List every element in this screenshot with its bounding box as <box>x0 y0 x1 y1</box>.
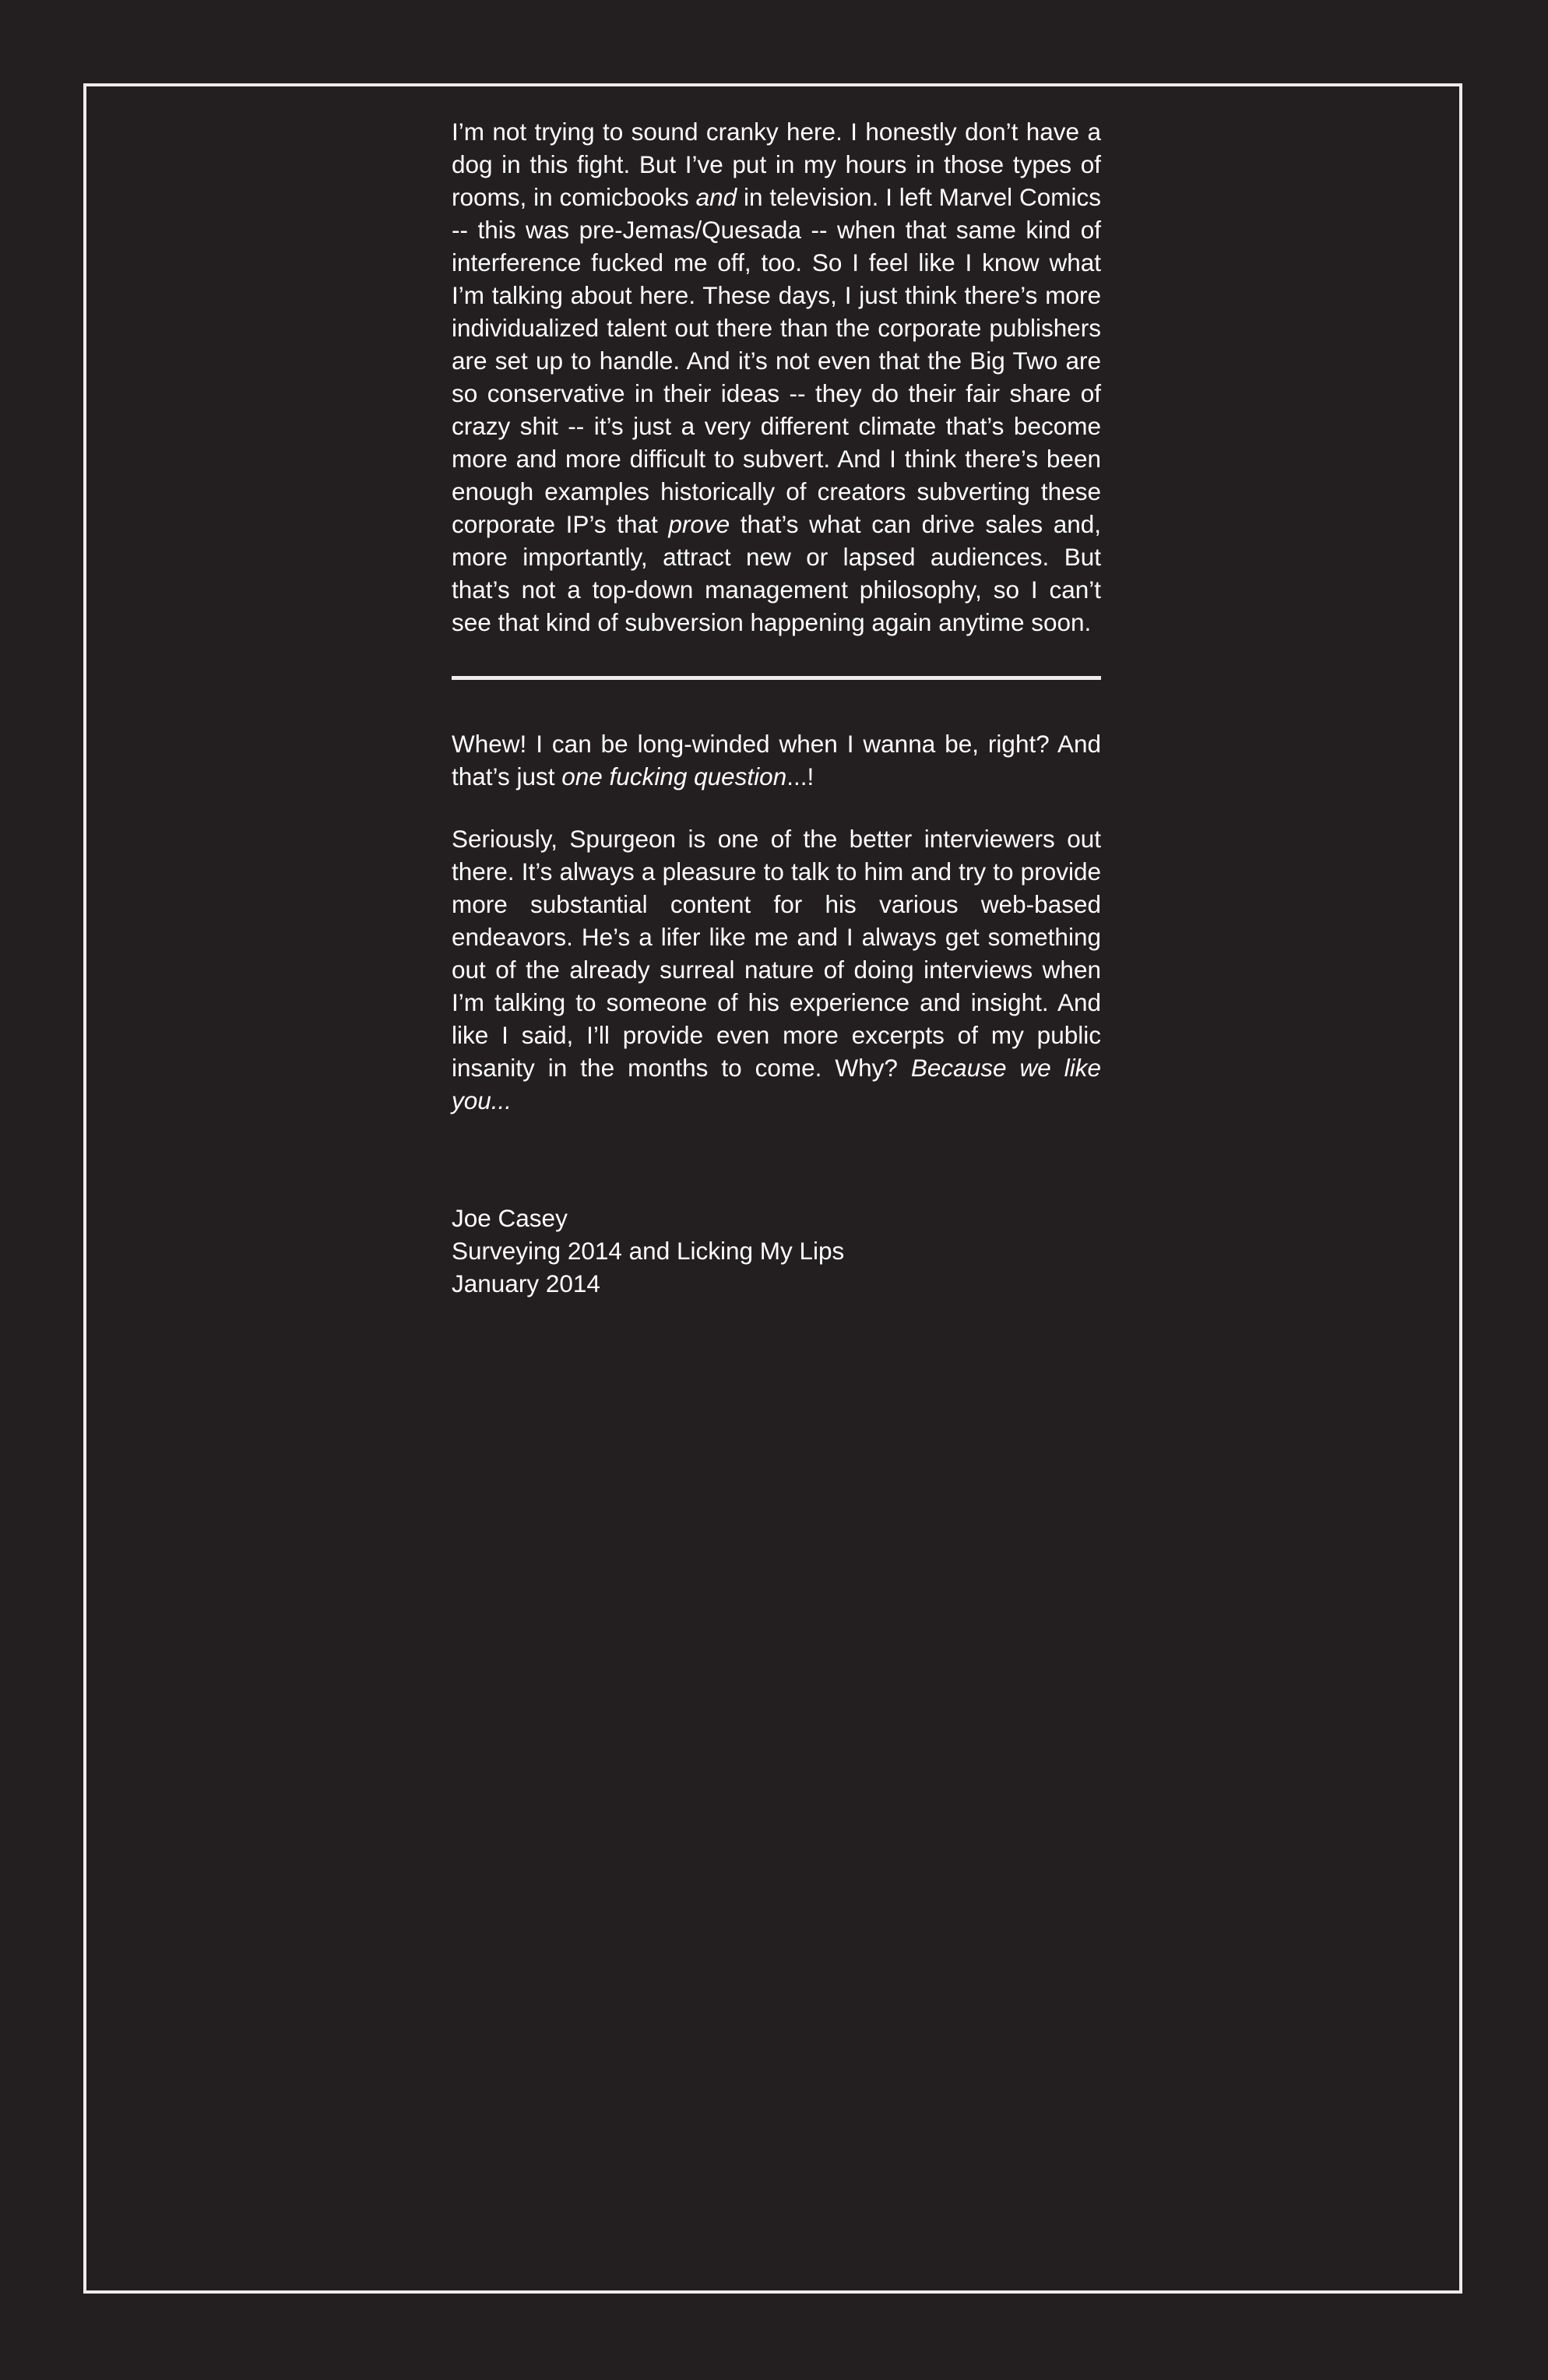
text-column <box>452 115 1101 1300</box>
paragraph-cranky-text-2: in television. I left Marvel Comics -- this was pre-Jemas/Quesada -- when that same kind of interference fucked me off, too. So I feel like I know what I’m talking about here. These days, I just think there’s more individualized talent out there than the corporate publishers are set up to handle. And it’s not even that the Big Two are so conservative in their ideas -- they do their fair share of crazy shit -- it’s just a very different climate that’s become more and more difficult to subvert. And I think there’s been enough examples historically of creators subverting these corporate IP’s that <box>452 183 1101 538</box>
paragraph-cranky <box>452 115 1101 639</box>
paragraph-cranky-emphasis-prove: prove <box>668 510 730 538</box>
paragraph-spurgeon <box>452 822 1101 1117</box>
paragraph-cranky-text-3: that’s what can drive sales and, more importantly, attract new or lapsed audiences. But that’s not a top-down management philosophy, so I can’t see that kind of subversion happening again anytime soon. <box>452 510 1101 636</box>
signature-block <box>452 1202 1101 1300</box>
paragraph-spurgeon-text: Seriously, Spurgeon is one of the better interviewers out there. It’s always a pleasure to talk to him and try to provide more substantial content for his various web-based endeavors. He’s a lifer like me and I always get something out of the already surreal nature of doing interviews when I’m talking to someone of his experience and insight. And like I said, I’ll provide even more excerpts of my public insanity in the months to come. Why? <box>452 825 1101 1082</box>
paragraph-whew-text-1: Whew! I can be long-winded when I wanna be, right? And that’s just <box>452 730 1101 790</box>
paragraph-whew <box>452 727 1101 793</box>
signature-date: January 2014 <box>452 1269 600 1297</box>
signature-title: Surveying 2014 and Licking My Lips <box>452 1237 845 1265</box>
section-divider <box>452 676 1101 680</box>
paragraph-cranky-emphasis-and: and <box>695 183 737 211</box>
paragraph-whew-text-2: ...! <box>786 762 814 790</box>
signature-name: Joe Casey <box>452 1204 568 1232</box>
paragraph-whew-emphasis: one fucking question <box>561 762 787 790</box>
paragraph-cranky-text-1: I’m not trying to sound cranky here. I honestly don’t have a dog in this fight. But I’ve put in my hours in those types of rooms, in comicbooks <box>452 118 1101 211</box>
paragraph-spurgeon-emphasis: Because we like you... <box>452 1054 1101 1114</box>
